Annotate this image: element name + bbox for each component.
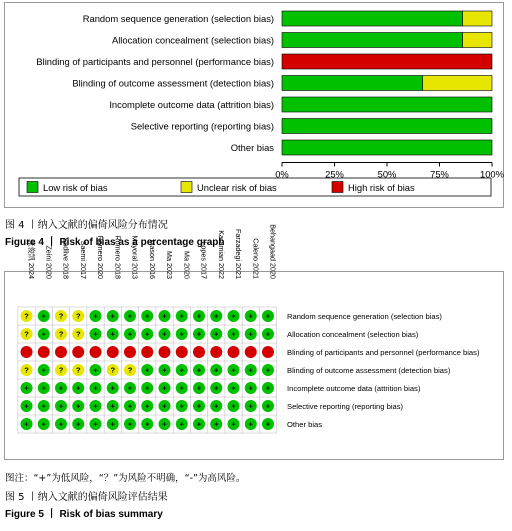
category-label: Incomplete outcome data (attrition bias) (109, 99, 274, 110)
figure-4-caption-cn: 图 4 丨纳入文献的偏倚风险分布情况 (5, 220, 168, 231)
judgement-sign: + (265, 401, 271, 411)
judgement-sign: + (110, 383, 115, 393)
judgement-sign: + (24, 383, 29, 393)
judgement-sign: + (93, 419, 98, 429)
study-label: Lopes 2017 (199, 241, 209, 279)
study-label: Karamian 2022 (216, 230, 226, 279)
study-label: 张俊凯 2024 (27, 239, 36, 279)
study-label: Farzadegi 2021 (234, 229, 243, 279)
legend-label: Low risk of bias (43, 182, 108, 193)
judgement-sign: + (110, 329, 115, 339)
study-label: Behangaad 2020 (268, 224, 278, 279)
domain-label: Allocation concealment (selection bias) (287, 330, 419, 339)
judgement-sign: + (127, 329, 133, 339)
domain-label: Other bias (287, 420, 323, 429)
judgement-sign: + (24, 401, 29, 411)
judgement-sign: + (265, 365, 271, 375)
bar-segment-low (282, 140, 492, 155)
judgement-sign: + (127, 311, 133, 321)
judgement-sign: + (127, 383, 133, 393)
judgement-sign: + (58, 383, 64, 393)
high-risk-dot (107, 346, 119, 358)
bar-segment-unclear (463, 33, 492, 48)
judgement-sign: + (214, 329, 219, 339)
figure-5-caption-en: Figure 5 丨 Risk of bias summary (5, 509, 163, 520)
judgement-sign: ? (58, 311, 64, 321)
judgement-sign: + (93, 383, 98, 393)
bar-segment-low (282, 11, 463, 26)
legend-label: Unclear risk of bias (197, 182, 277, 193)
figure-5-caption-cn: 图 5 丨纳入文献的偏倚风险评估结果 (5, 492, 168, 503)
judgement-sign: + (179, 365, 184, 375)
category-label: Blinding of participants and personnel (performance bias) (36, 56, 274, 67)
legend-label: High risk of bias (348, 182, 415, 193)
judgement-sign: + (248, 383, 253, 393)
judgement-sign: + (196, 401, 202, 411)
high-risk-dot (176, 346, 188, 358)
judgement-sign: + (231, 329, 236, 339)
high-risk-dot (245, 346, 257, 358)
judgement-sign: + (231, 365, 236, 375)
judgement-sign: + (145, 329, 150, 339)
judgement-sign: + (41, 311, 46, 321)
x-tick-label: 50% (377, 168, 397, 180)
judgement-sign: + (93, 365, 98, 375)
bar-segment-low (282, 33, 463, 48)
judgement-sign: + (196, 311, 202, 321)
judgement-sign: + (41, 365, 46, 375)
judgement-sign: + (93, 401, 98, 411)
judgement-sign: + (76, 419, 81, 429)
category-label: Random sequence generation (selection bias) (82, 13, 274, 24)
x-tick-label: 100% (480, 168, 504, 180)
judgement-sign: ? (58, 365, 64, 375)
judgement-sign: + (179, 383, 184, 393)
judgement-sign: + (24, 419, 29, 429)
judgement-sign: + (248, 329, 253, 339)
judgement-sign: + (214, 311, 219, 321)
risk-of-bias-graph-panel (4, 2, 504, 208)
judgement-sign: + (196, 365, 202, 375)
judgement-sign: + (127, 419, 133, 429)
study-label: Romero 2020 (96, 235, 105, 279)
judgement-sign: + (145, 383, 150, 393)
judgement-sign: + (214, 383, 219, 393)
judgement-sign: + (145, 419, 150, 429)
judgement-sign: + (110, 401, 115, 411)
judgement-sign: + (265, 311, 271, 321)
domain-label: Random sequence generation (selection bias) (287, 312, 442, 321)
high-risk-dot (72, 346, 84, 358)
x-tick-label: 75% (430, 168, 449, 180)
high-risk-dot (210, 346, 222, 358)
high-risk-dot (38, 346, 50, 358)
domain-label: Blinding of outcome assessment (detection bias) (287, 366, 451, 375)
domain-label: Blinding of participants and personnel (performance bias) (287, 348, 480, 357)
judgement-sign: + (41, 419, 46, 429)
judgement-sign: + (196, 419, 202, 429)
judgement-sign: + (196, 329, 202, 339)
high-risk-dot (262, 346, 274, 358)
judgement-sign: + (41, 401, 46, 411)
judgement-sign: + (145, 365, 150, 375)
judgement-sign: + (179, 311, 184, 321)
legend-swatch-high (332, 182, 343, 193)
judgement-sign: + (214, 365, 219, 375)
judgement-sign: + (179, 401, 184, 411)
judgement-sign: + (58, 419, 64, 429)
judgement-sign: + (41, 383, 46, 393)
judgement-sign: + (265, 329, 271, 339)
judgement-sign: + (162, 329, 167, 339)
judgement-sign: + (214, 419, 219, 429)
judgement-sign: + (248, 401, 253, 411)
bar-segment-high (282, 54, 492, 69)
legend-swatch-unclear (181, 182, 192, 193)
figure-5-note: 图注：“+”为低风险，“？”为风险不明确，“-”为高风险。 (5, 473, 246, 484)
risk-of-bias-graph (5, 3, 503, 207)
judgement-sign: + (179, 419, 184, 429)
judgement-sign: + (231, 401, 236, 411)
judgement-sign: + (162, 365, 167, 375)
judgement-sign: + (76, 383, 81, 393)
judgement-sign: + (265, 419, 271, 429)
high-risk-dot (228, 346, 240, 358)
judgement-sign: + (248, 419, 253, 429)
judgement-sign: + (110, 311, 115, 321)
high-risk-dot (55, 346, 67, 358)
judgement-sign: + (162, 311, 167, 321)
high-risk-dot (193, 346, 205, 358)
judgement-sign: + (76, 401, 81, 411)
judgement-sign: + (248, 311, 253, 321)
judgement-sign: + (231, 419, 236, 429)
bar-segment-low (282, 97, 492, 112)
study-label: Mason 2016 (147, 239, 157, 279)
category-label: Blinding of outcome assessment (detection bias) (72, 77, 274, 89)
x-tick-label: 25% (325, 168, 344, 180)
study-label: Saemi 2017 (78, 240, 88, 279)
judgement-sign: + (265, 383, 271, 393)
judgement-sign: ? (58, 329, 64, 339)
judgement-sign: ? (127, 365, 133, 375)
high-risk-dot (124, 346, 136, 358)
judgement-sign: + (231, 311, 236, 321)
study-label: Mayoral 2013 (130, 235, 140, 279)
bar-segment-unclear (463, 11, 492, 26)
legend-swatch-low (27, 182, 38, 193)
high-risk-dot (90, 346, 102, 358)
judgement-sign: + (110, 419, 115, 429)
judgement-sign: + (58, 401, 64, 411)
judgement-sign: + (231, 383, 236, 393)
bar-segment-low (282, 119, 492, 134)
judgement-sign: + (41, 329, 46, 339)
study-label: Romero 2018 (113, 235, 123, 279)
judgement-sign: ? (75, 311, 81, 321)
study-label: Ma 2020 (182, 251, 192, 279)
judgement-sign: + (196, 383, 202, 393)
judgement-sign: + (162, 401, 167, 411)
judgement-sign: ? (24, 311, 29, 321)
judgement-sign: ? (75, 329, 81, 339)
judgement-sign: + (145, 311, 150, 321)
judgement-sign: ? (24, 365, 29, 375)
high-risk-dot (159, 346, 171, 358)
study-label: Ma 2023 (165, 251, 174, 279)
judgement-sign: + (179, 329, 184, 339)
bar-segment-low (282, 76, 423, 91)
judgement-sign: + (248, 365, 253, 375)
category-label: Allocation concealment (selection bias) (111, 34, 274, 46)
figure-4-caption-en: Figure 4 丨 Risk of bias as a percentage graph (5, 237, 225, 248)
judgement-sign: + (93, 329, 98, 339)
domain-label: Selective reporting (reporting bias) (287, 402, 404, 411)
category-label: Selective reporting (reporting bias) (130, 120, 274, 132)
judgement-sign: ? (24, 329, 29, 339)
x-tick-label: 0% (275, 168, 289, 180)
study-label: Sudlive 2018 (61, 237, 71, 279)
judgement-sign: + (93, 311, 98, 321)
domain-label: Incomplete outcome data (attrition bias) (287, 384, 421, 393)
judgement-sign: + (162, 419, 167, 429)
high-risk-dot (21, 346, 33, 358)
judgement-sign: + (145, 401, 150, 411)
judgement-sign: ? (75, 365, 81, 375)
judgement-sign: + (214, 401, 219, 411)
study-label: Caleno 2021 (251, 238, 261, 279)
bar-segment-unclear (423, 76, 492, 91)
high-risk-dot (141, 346, 153, 358)
judgement-sign: + (162, 383, 167, 393)
category-label: Other bias (230, 142, 274, 153)
judgement-sign: + (127, 401, 133, 411)
judgement-sign: ? (110, 365, 116, 375)
study-label: Zeini 2020 (44, 245, 54, 279)
